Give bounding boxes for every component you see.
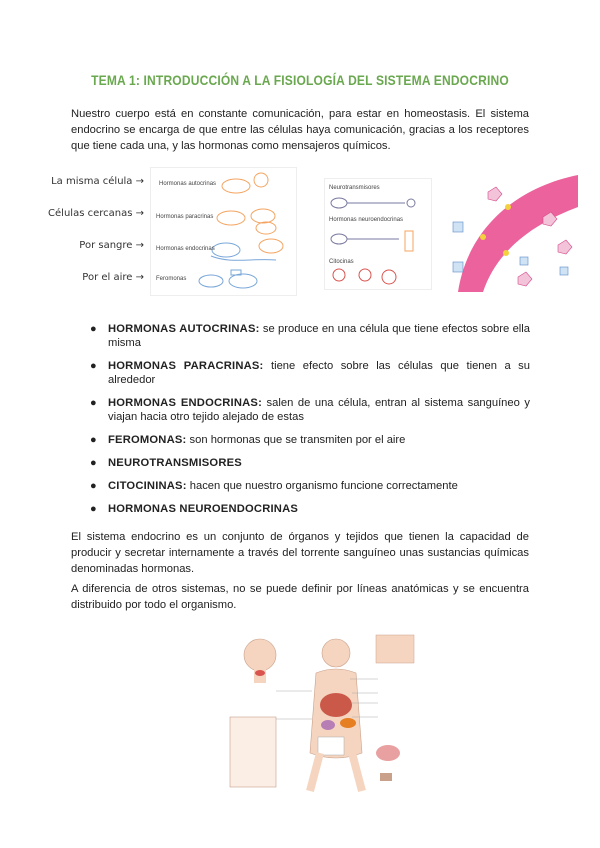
hormone-types-list: [90, 322, 530, 525]
hormone-types-figure: [150, 167, 297, 296]
bullet-icon: ●: [90, 457, 97, 469]
list-term: HORMONAS AUTOCRINAS:: [108, 323, 260, 335]
endocrine-anatomy-illustration: [228, 633, 416, 795]
list-item: [90, 479, 530, 493]
intro-paragraph: Nuestro cuerpo está en constante comunicación, para estar en homeostasis. El sistema endocrino se encarga de que entre las células haya comunicación, gracias a los receptores que tiene cada una, y las hormonas como mensajeros químicos.: [71, 108, 529, 152]
list-item: [90, 359, 530, 387]
fig-label-cytokines: Citocinas: [329, 259, 354, 265]
list-item: [90, 396, 530, 424]
distribution-paragraph: A diferencia de otros sistemas, no se puede definir por líneas anatómicas y se encuentra distribuido por todo el organismo.: [71, 583, 529, 611]
list-desc: tiene efecto sobre las células que tienen a su alrededor: [108, 360, 530, 386]
fig-label-neurotransmitters: Neurotransmisores: [329, 185, 380, 191]
bullet-icon: ●: [90, 480, 97, 492]
list-item: [90, 502, 530, 516]
list-term: HORMONAS ENDOCRINAS:: [108, 397, 262, 409]
list-desc: son hormonas que se transmiten por el aire: [186, 434, 406, 446]
list-item: [90, 322, 530, 350]
fig-label-autocrine: Hormonas autocrinas: [159, 181, 217, 187]
list-desc: se produce en una célula que tiene efectos sobre ella misma: [108, 323, 530, 349]
list-desc: hacen que nuestro organismo funcione correctamente: [186, 480, 458, 492]
anatomy-figure: [228, 633, 416, 795]
fig-label-pheromone: Feromonas: [156, 276, 187, 282]
list-term: NEUROTRANSMISORES: [108, 457, 242, 469]
signaling-pathway-figure: [448, 167, 578, 292]
fig-label-paracrine: Hormonas paracrinas: [156, 214, 214, 220]
bullet-icon: ●: [90, 503, 97, 515]
bullet-icon: ●: [90, 360, 97, 372]
handwritten-labels: [44, 176, 144, 304]
list-desc: salen de una célula, entran al sistema sanguíneo y viajan hacia otro tejido alejado de estas: [108, 397, 530, 423]
neuro-signals-figure: [324, 178, 432, 290]
list-term: FEROMONAS:: [108, 434, 187, 446]
list-item: [90, 433, 530, 447]
label-by-blood: Por sangre →: [79, 240, 144, 251]
bullet-icon: ●: [90, 397, 97, 409]
label-nearby-cells: Células cercanas →: [48, 208, 144, 219]
signaling-pathway-illustration: [448, 167, 578, 292]
label-same-cell: La misma célula →: [51, 176, 144, 187]
bullet-icon: ●: [90, 434, 97, 446]
list-term: HORMONAS PARACRINAS:: [108, 360, 264, 372]
list-term: CITOCININAS:: [108, 480, 187, 492]
list-term: HORMONAS NEUROENDOCRINAS: [108, 503, 299, 515]
page-title: TEMA 1: INTRODUCCIÓN A LA FISIOLOGÍA DEL SISTEMA ENDOCRINO: [91, 72, 509, 88]
label-by-air: Por el aire →: [82, 272, 144, 283]
fig-label-neuroendocrine: Hormonas neuroendocrinas: [329, 217, 404, 223]
fig-label-endocrine: Hormonas endocrinas: [156, 246, 215, 252]
list-item: [90, 456, 530, 470]
definition-paragraph: El sistema endocrino es un conjunto de órganos y tejidos que tienen la capacidad de producir y secretar internamente a través del torrente sanguíneo unas sustancias químicas denominadas hormonas.: [71, 531, 529, 575]
bullet-icon: ●: [90, 323, 97, 335]
neuro-signals-illustration: [325, 179, 431, 289]
